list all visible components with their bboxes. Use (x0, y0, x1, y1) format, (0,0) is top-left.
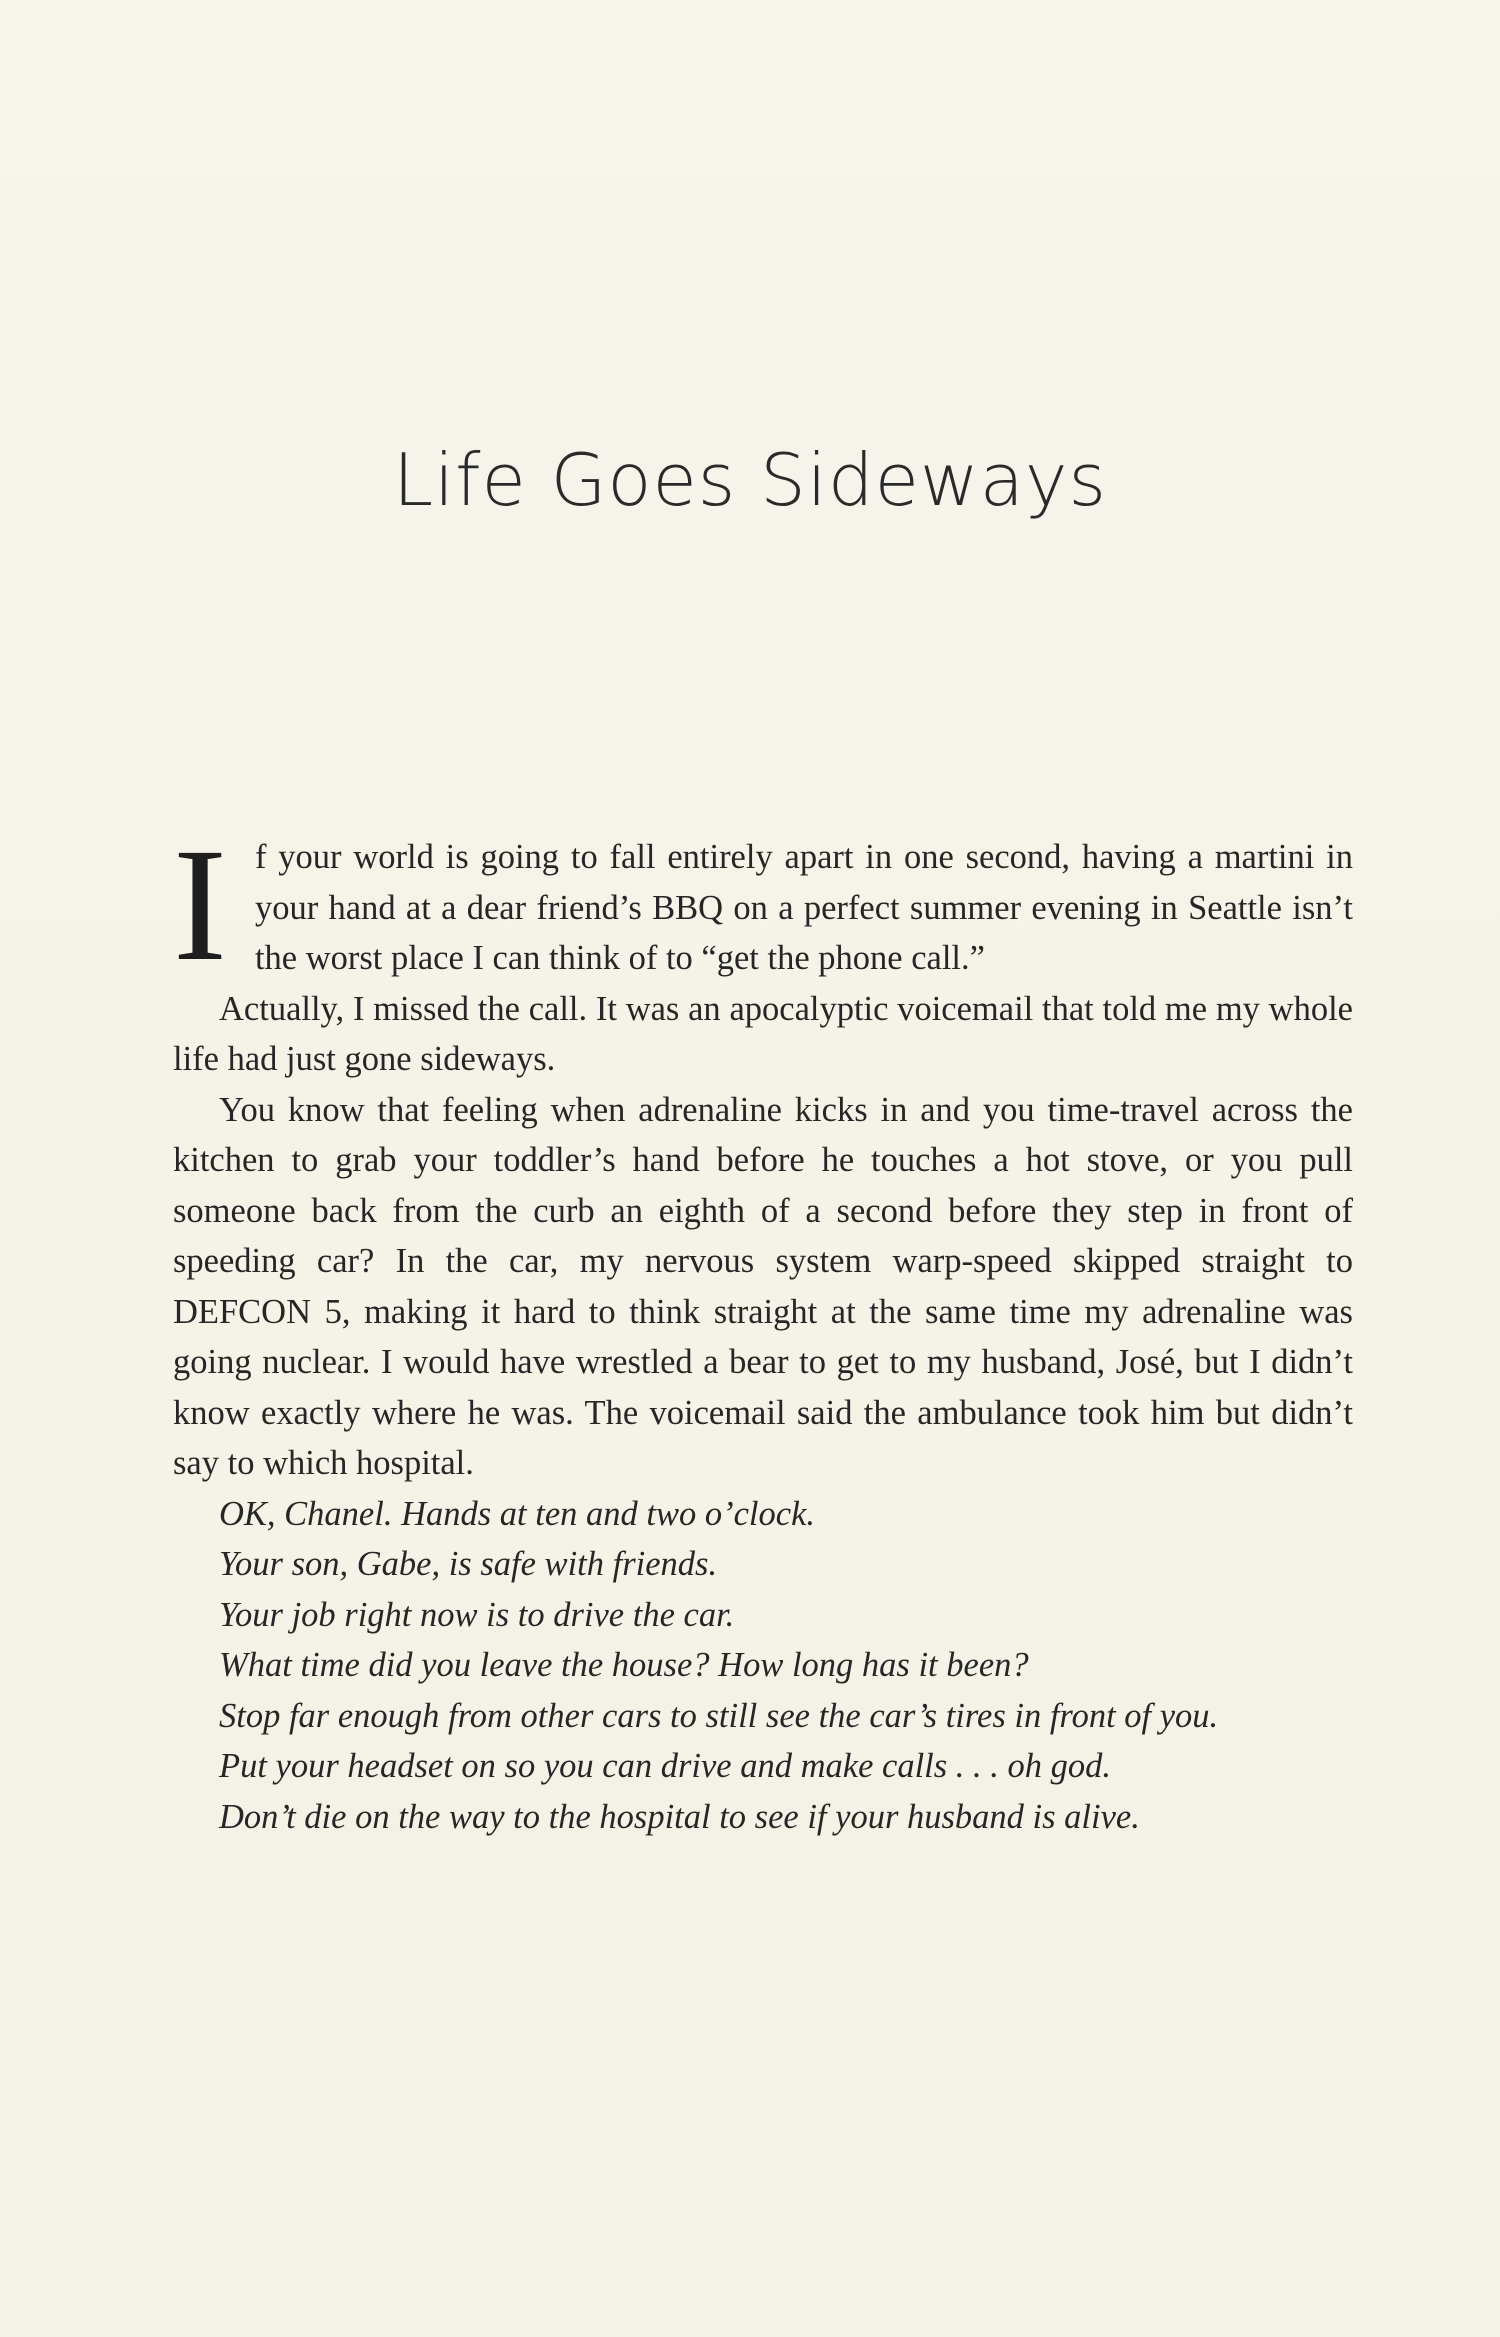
inner-thought: OK, Chanel. Hands at ten and two o’clock. (219, 1494, 816, 1533)
inner-thought: Stop far enough from other cars to still see the car’s tires in front of you. (219, 1696, 1219, 1735)
body-paragraph: Actually, I missed the call. It was an apocalyptic voicemail that told me my whole life had just gone sideways. (173, 989, 1353, 1078)
body-paragraph: You know that feeling when adrenaline kicks in and you time-travel across the kitchen to grab your toddler’s hand before he touches a hot stove, or you pull someone back from the curb an eighth of a second before they step in front of speeding car? In the car, my nervous system warp-speed skipped straight to DEFCON 5, making it hard to think straight at the same time my adrenaline was going nuclear. I would have wrestled a bear to get to my husband, José, but I didn’t know exactly where he was. The voicemail said the ambulance took him but didn’t say to which hospital. (173, 1090, 1353, 1482)
inner-thought: Don’t die on the way to the hospital to see if your husband is alive. (219, 1797, 1140, 1836)
inner-thought: Your job right now is to drive the car. (219, 1595, 735, 1634)
opening-paragraph (173, 816, 1353, 995)
drop-cap: I (173, 816, 227, 995)
chapter-body (173, 816, 1353, 1842)
inner-thought: What time did you leave the house? How long has it been? (219, 1646, 1029, 1684)
opening-text: f your world is going to fall entirely apart in one second, having a martini in your hand at a dear friend’s BBQ on a perfect summer evening in Seattle isn’t the worst place I can think of to “get the phone call.” (254, 838, 1353, 977)
inner-thought: Your son, Gabe, is safe with friends. (219, 1545, 718, 1583)
inner-thought: Put your headset on so you can drive and make calls . . . oh god. (219, 1747, 1112, 1785)
chapter-title: Life Goes Sideways (392, 438, 1108, 523)
